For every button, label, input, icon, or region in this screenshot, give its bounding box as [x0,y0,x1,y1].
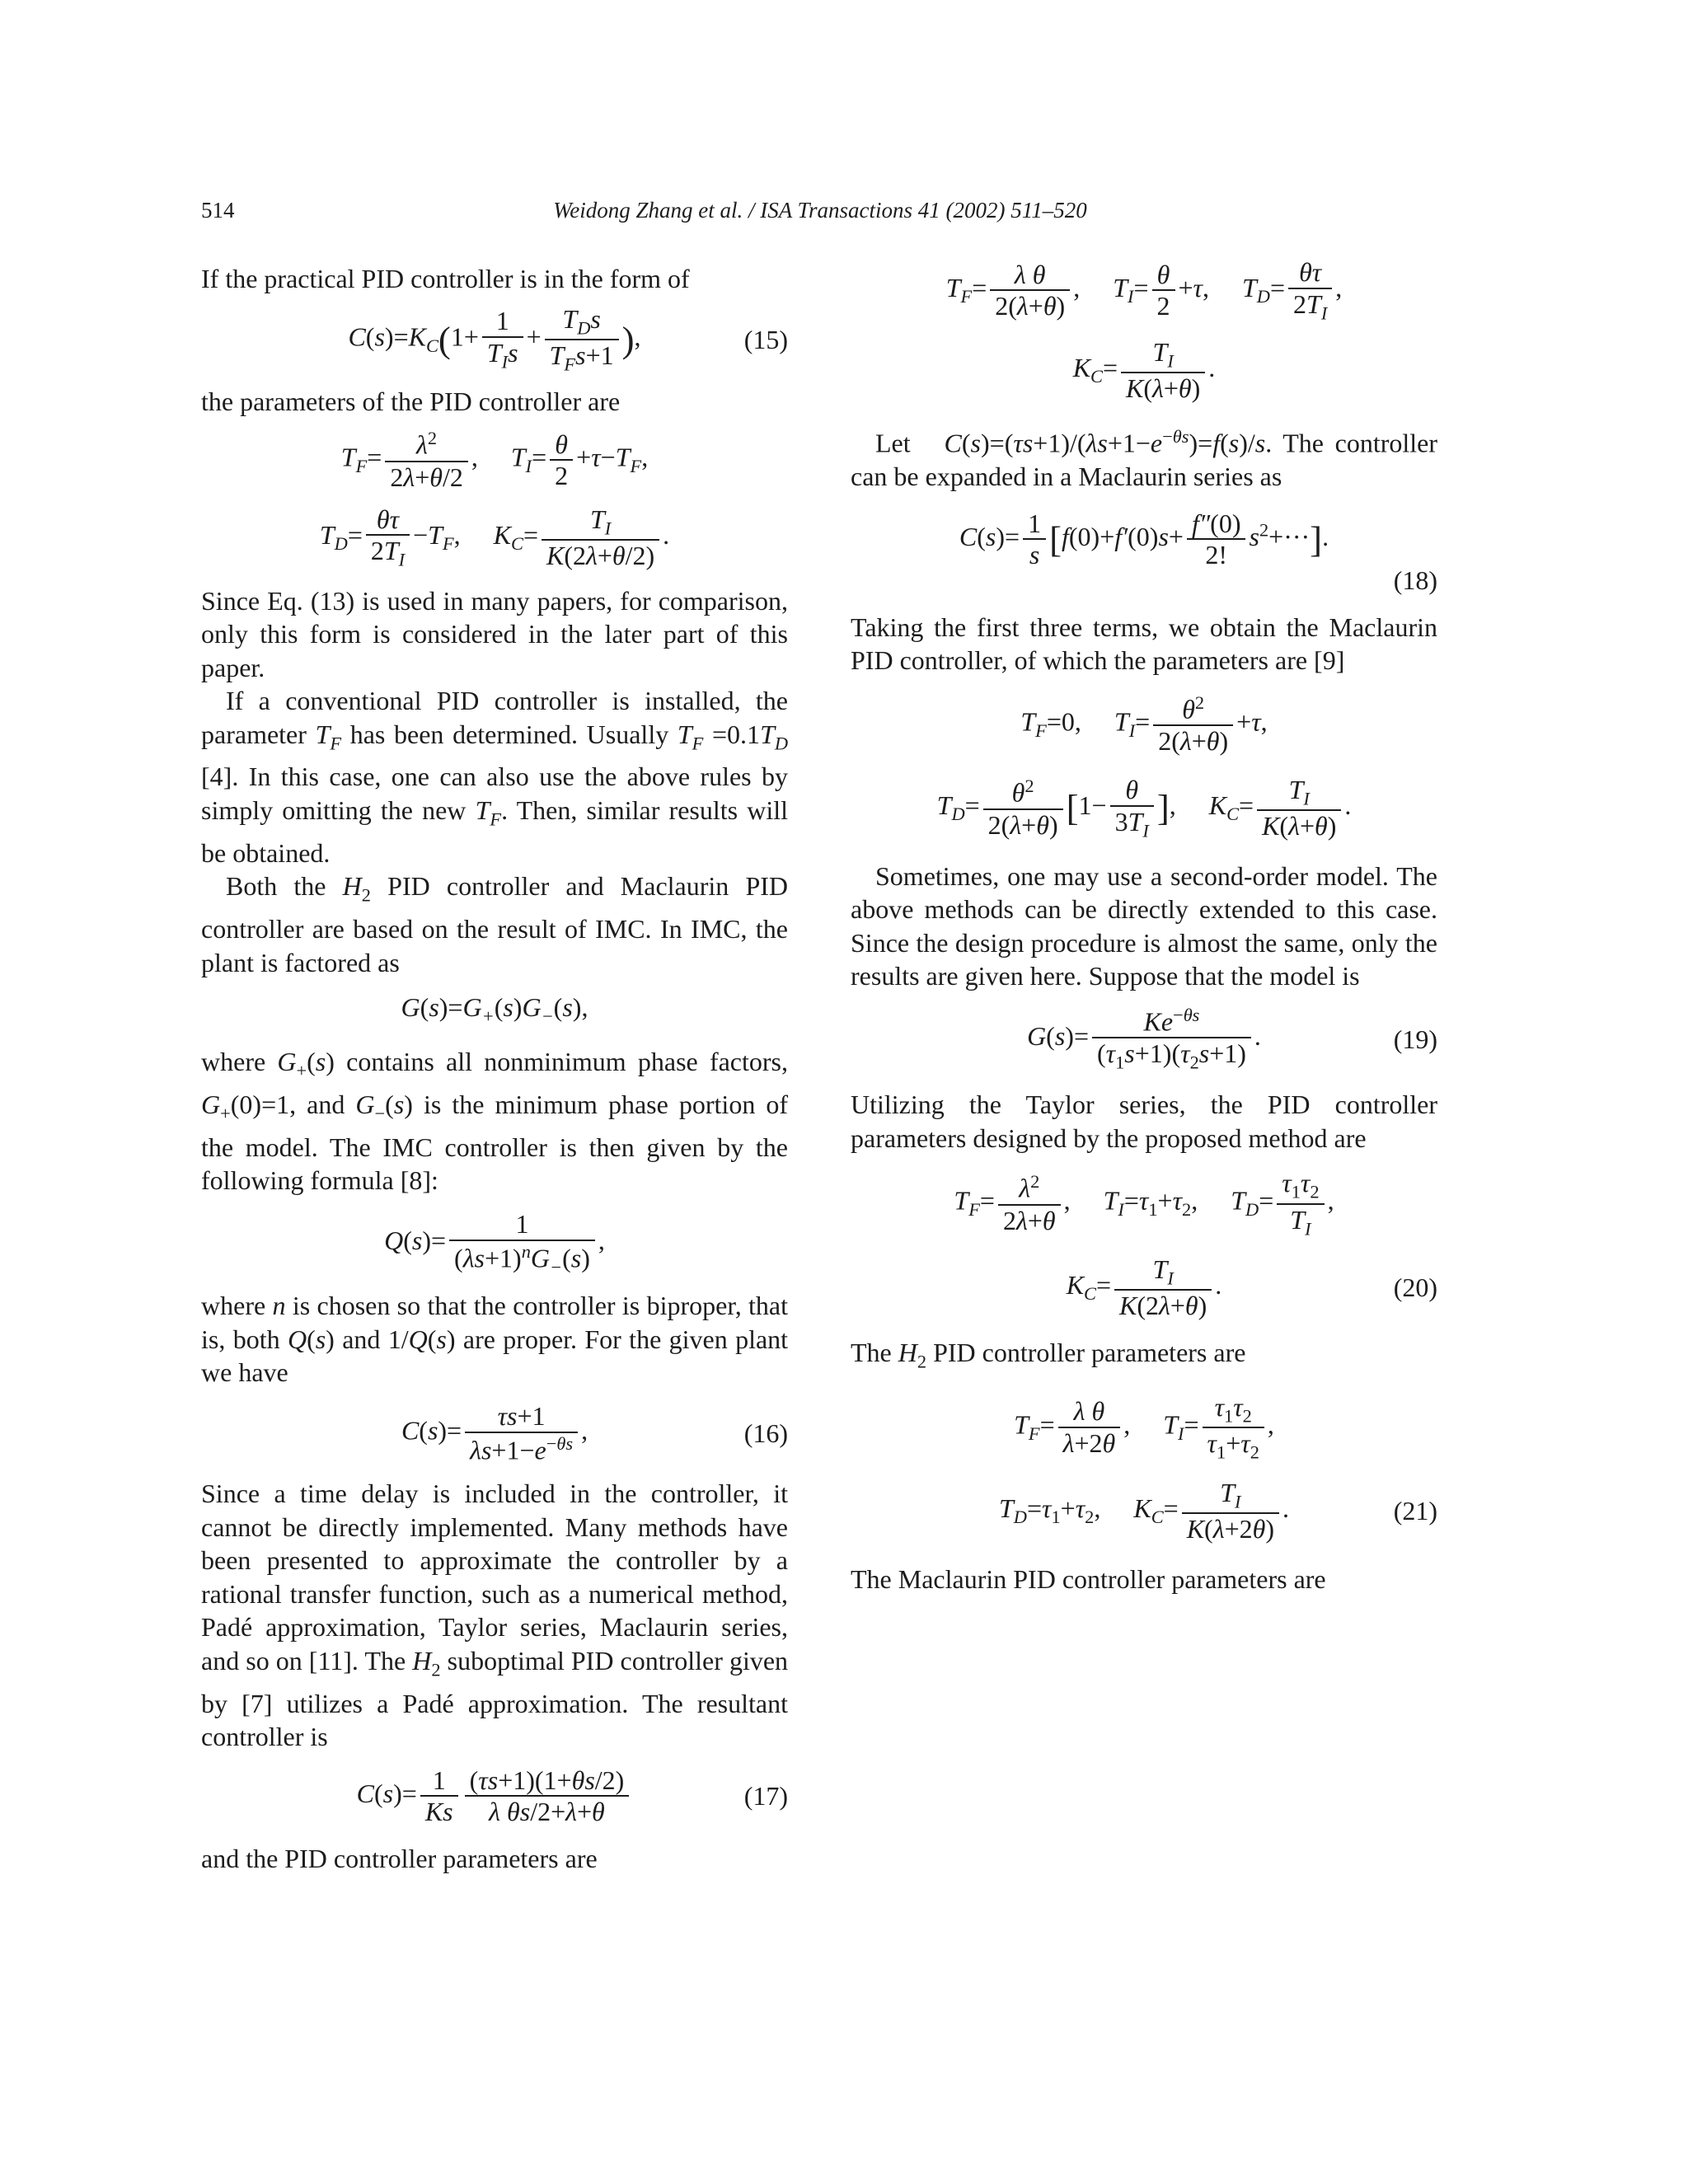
paragraph: where $G_+(s)$ contains all nonminimum phase factors, $G_+(0)=1$, and $G_-(s)$ is the minimum phase portion of the model. The IMC controller is then given by the following formula [8]: [201,1047,789,1196]
left-column [201,262,788,1876]
equation-15: $C(s)=K_C(1+$ $\frac{1}{T_Is}$ + $\frac{T_Ds}{T_Fs+1}$ ), (15) [348,303,788,375]
equation-td-kc: $T_D=$ $\frac{\theta\tau}{2T_I}$ $-T_F$, $K_C=$ $\frac{T_I}{K(2\lambda+\theta/2)}$ . [319,504,670,570]
equation-kc: $K_C=$ $\frac{T_I}{K(\lambda+\theta)}$ . [1072,336,1216,404]
equation-21b: $T_D=\tau_1+\tau_2$, $K_C=$ $\frac{T_I}{K(\lambda+2\theta)}$ . (21) [999,1477,1437,1544]
equation-number: (19) [1393,1024,1437,1054]
equation-20a: $T_F=$ $\frac{\lambda^2}{2\lambda+\theta}$ , $T_I=\tau_1+\tau_2$, $T_D=$ $\frac{\tau_1\tau_2}{T_I}$ , [954,1168,1334,1239]
paragraph: where n is chosen so that the controller is biproper, that is, both Q(s) and 1/Q(s) are proper. For the given plant we have [201,1291,789,1388]
paragraph: If the practical PID controller is in the form of [201,264,690,293]
equation-tf-ti-td: $T_F=$ $\frac{\text{λ θ}}{2(\lambda+\theta)}$ , $T_I=$ $\frac{\theta}{2}$ +τ, $T_D=$ $\frac{\theta\tau}{2T_I}$ , [945,257,1343,324]
paragraph: Utilizing the Taylor series, the PID controller parameters designed by the proposed method are [851,1090,1437,1153]
paragraph: Let $C(s)=(\tau s+1)/(\lambda s+1-e^{-\theta s})=f(s)/s$. The controller can be expanded in a Maclaurin series as [851,425,1438,492]
equation-18: C(s)= $\frac{1}{s}$ [f(0)+f′(0)s+ $\frac{f''(0)}{2!}$ $s^2+\cdot\cdot\cdot$]. (18) [851,509,1437,594]
right-column [851,257,1437,1596]
equation-maclaurin-1: $T_F=0$, $T_I=$ $\frac{\theta^2}{2(\lambda+\theta)}$ +τ, [1020,691,1268,757]
paragraph: the parameters of the PID controller are [201,386,621,416]
equation-number: (18) [1393,565,1437,596]
paragraph: Taking the first three terms, we obtain the Maclaurin PID controller, of which the parameters are [9] [851,612,1437,676]
equation-number: (17) [743,1781,788,1811]
equation-factor: $G(s)=G_+(s)G_-(s)$, [401,992,588,1027]
equation-20b: $K_C=$ $\frac{T_I}{K(2\lambda+\theta)}$ . (20) [1066,1254,1437,1320]
paragraph: Both the $H_2$ PID controller and Maclaurin PID controller are based on the result of IMC. In IMC, the plant is factored as [201,871,789,977]
paragraph: Sometimes, one may use a second-order model. The above methods can be directly extended to this case. Since the design procedure is almost the same, only the results are given here. Suppose that the model is [851,860,1437,991]
equation-imc: Q(s)= $\frac{1}{(\lambda s+1)^nG_-(s)}$ , [384,1208,605,1277]
equation-tf-ti: $T_F=$ $\frac{\lambda^2}{2\lambda+\theta/2}$ , $T_I=$ $\frac{\theta}{2}$ $+\tau-T_F$, [340,428,649,492]
equation-number: (16) [743,1418,788,1448]
equation-16: C(s)= $\frac{\tau s+1}{\lambda s+1-e^{-\theta s}}$ , (16) [401,1400,788,1465]
equation-number: (21) [1393,1496,1437,1526]
paragraph: If a conventional PID controller is installed, the parameter $T_F$ has been determined. Usually $T_F =0.1T_D$ [4]. In this case, one can also use the above rules by simply omitting the new $T_F$. Then, similar results will be obtained. [201,686,789,868]
equation-17: C(s)= $\frac{1}{Ks}$ $\frac{(\tau s+1)(1+\theta s/2)}{\text{λ θs/2+λ+θ}}$ (17) [356,1765,788,1827]
paragraph: The Maclaurin PID controller parameters are [851,1563,1326,1594]
paragraph: The $H_2$ PID controller parameters are [851,1337,1246,1372]
equation-maclaurin-2: $T_D=$ $\frac{\theta^2}{2(\lambda+\theta)}$ [1− $\frac{\theta}{3T_I}$ ], $K_C=$ $\frac{T_I}{K(\lambda+\theta)}$ . [936,774,1352,841]
page-number: 514 [201,198,235,223]
paragraph: and the PID controller parameters are [201,1844,598,1874]
paragraph: Since a time delay is included in the controller, it cannot be directly implemented. Many methods have been presented to approximate the controller by a rational transfer function, such as a numerical method, Padé approximation, Taylor series, Maclaurin series, and so on [11]. The $H_2$ suboptimal PID controller given by [7] utilizes a Padé approximation. The resultant controller is [201,1479,789,1752]
equation-21a: $T_F=$ $\frac{\text{λ θ}}{\lambda+2\theta}$ , $T_I=$ $\frac{\tau_1\tau_2}{\tau_1+\tau_2}$ , [1014,1391,1274,1463]
equation-number: (15) [743,324,788,354]
equation-19: G(s)= $\frac{Ke^{-\theta s}}{(\tau_1s+1)(\tau_2s+1)}$ . (19) [1027,1004,1437,1073]
equation-number: (20) [1393,1272,1437,1302]
running-title: Weidong Zhang et al. / ISA Transactions 41 (2002) 511–520 [553,198,1087,223]
paragraph: Since Eq. (13) is used in many papers, for comparison, only this form is considered in the later part of this paper. [201,585,788,682]
